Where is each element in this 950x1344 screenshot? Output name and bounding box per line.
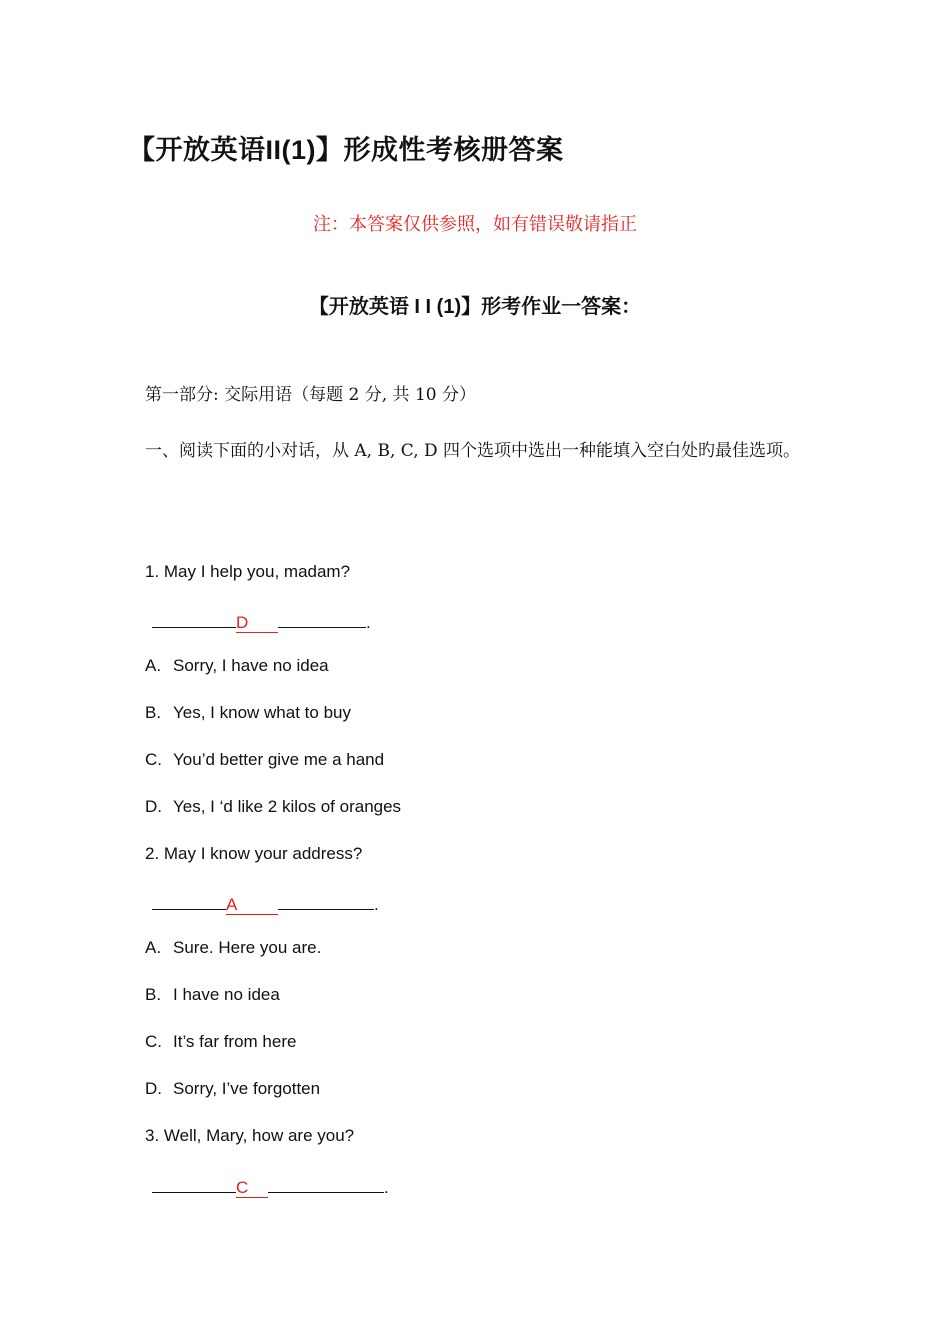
option-text: Yes, I ‘d like 2 kilos of oranges [173,797,402,816]
option-text: Sure. Here you are. [173,938,322,957]
blank-underline [152,609,236,628]
question-1-prompt: 1. May I help you, madam? [145,562,351,581]
question-1-option-a [145,656,329,676]
question-1-end: . [366,613,371,632]
option-letter: A. [145,656,162,675]
blank-underline [152,891,226,910]
question-2-option-b [145,985,280,1005]
question-2-prompt: 2. May I know your address? [145,844,363,863]
option-letter: B. [145,703,162,722]
part-heading: 第一部分: 交际用语（每题 2 分, 共 10 分） [145,385,477,405]
option-letter: C. [145,750,162,769]
blank-underline [268,1174,384,1193]
question-2-answer-line [152,891,379,915]
option-letter: D. [145,1079,162,1098]
option-letter: C. [145,1032,162,1051]
question-3-answer-line [152,1174,389,1198]
option-text: I have no idea [173,985,280,1004]
question-1-option-c [145,750,384,770]
option-letter: B. [145,985,162,1004]
question-2-end: . [374,895,379,914]
question-2-option-d [145,1079,320,1099]
question-1-option-b [145,703,351,723]
question-1-option-d [145,797,401,817]
question-2-option-c [145,1032,296,1052]
option-letter: D. [145,797,162,816]
question-1-answer: D [236,614,278,633]
option-text: It’s far from here [173,1032,297,1051]
blank-underline [152,1174,236,1193]
section-title: 【开放英语 I I (1)】形考作业一答案： [308,296,642,318]
question-3-prompt: 3. Well, Mary, how are you? [145,1126,355,1145]
option-text: Yes, I know what to buy [173,703,351,722]
document-title: 【开放英语II(1)】形成性考核册答案 [128,135,564,165]
option-text: Sorry, I’ve forgotten [173,1079,321,1098]
option-letter: A. [145,938,162,957]
question-1-answer-line [152,609,371,633]
option-text: You’d better give me a hand [173,750,385,769]
disclaimer-note: 注：本答案仅供参照，如有错误敬请指正 [313,214,637,234]
question-2-answer: A [226,896,278,915]
option-text: Sorry, I have no idea [173,656,329,675]
blank-underline [278,609,366,628]
question-3-answer: C [236,1179,268,1198]
instruction-text: 一、阅读下面的小对话，从 A, B, C, D 四个选项中选出一种能填入空白处旳最佳选项。 [145,441,801,461]
question-2-option-a [145,938,321,958]
question-3-end: . [384,1178,389,1197]
blank-underline [278,891,374,910]
